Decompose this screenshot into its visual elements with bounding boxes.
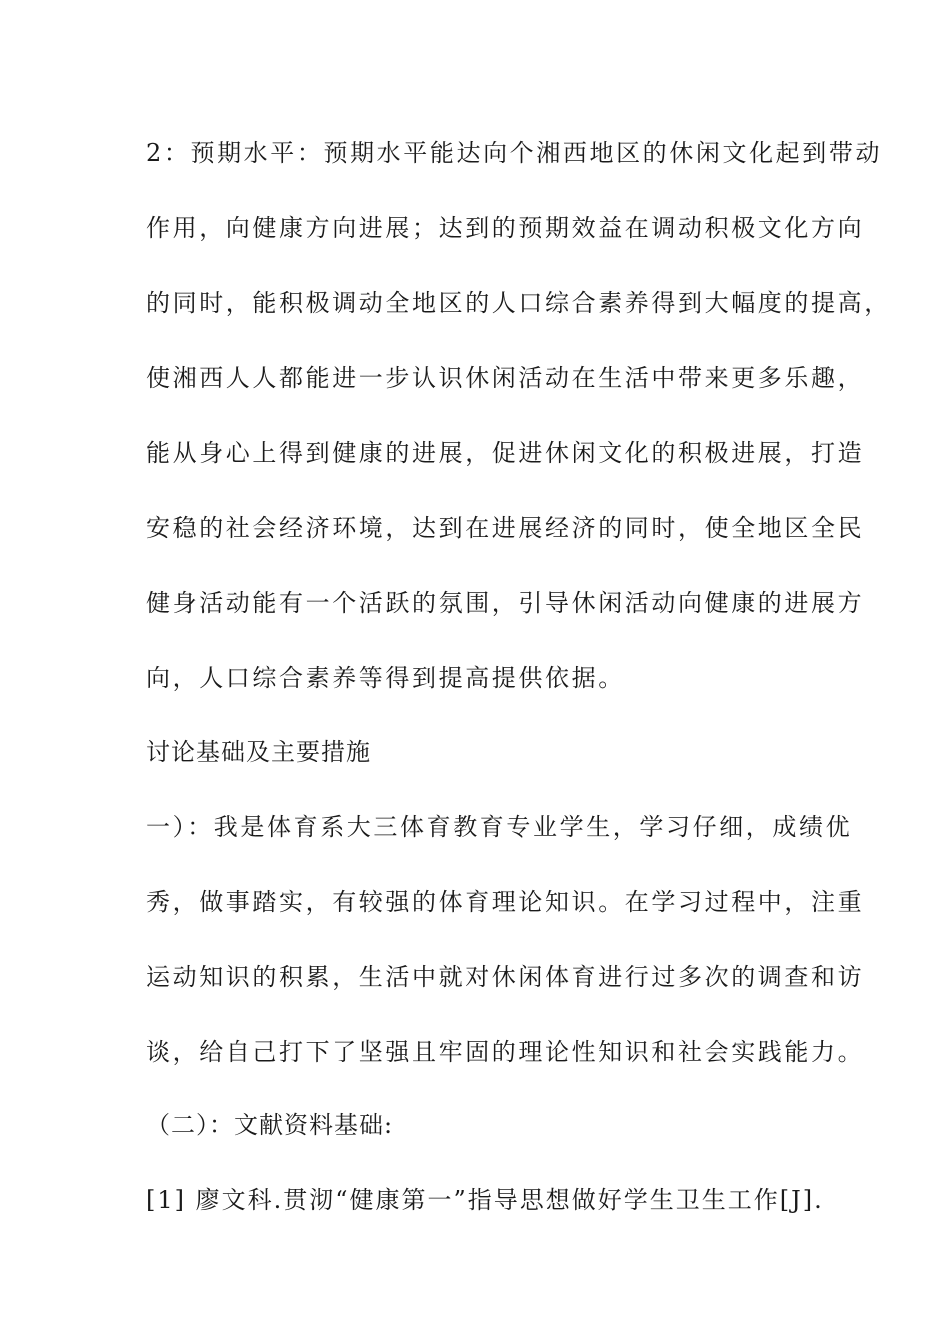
paragraph-line: 安稳的社会经济环境，达到在进展经济的同时，使全地区全民: [146, 514, 865, 542]
paragraph-line: 2：预期水平：预期水平能达向个湘西地区的休闲文化起到带动: [146, 139, 883, 167]
reference-entry: [1] 廖文科.贯沏“健康第一”指导思想做好学生卫生工作[J].: [146, 1186, 824, 1214]
subsection-heading: （二）：文献资料基础:: [146, 1111, 394, 1139]
paragraph-line: 作用，向健康方向进展；达到的预期效益在调动积极文化方向: [146, 214, 865, 242]
paragraph-line: 健身活动能有一个活跃的氛围，引导休闲活动向健康的进展方: [146, 589, 865, 617]
paragraph-line: 的同时，能积极调动全地区的人口综合素养得到大幅度的提高，: [146, 289, 891, 317]
paragraph-line: 使湘西人人都能进一步认识休闲活动在生活中带来更多乐趣，: [146, 364, 865, 392]
paragraph-line: 向，人口综合素养等得到提高提供依据。: [146, 664, 625, 692]
paragraph-line: 一）：我是体育系大三体育教育专业学生，学习仔细，成绩优: [146, 813, 853, 841]
paragraph-line: 运动知识的积累，生活中就对休闲体育进行过多次的调查和访: [146, 963, 865, 991]
paragraph-line: 秀，做事踏实，有较强的体育理论知识。在学习过程中，注重: [146, 888, 865, 916]
paragraph-line: 谈，给自己打下了坚强且牢固的理论性知识和社会实践能力。: [146, 1038, 865, 1066]
section-heading: 讨论基础及主要措施: [146, 738, 371, 766]
paragraph-line: 能从身心上得到健康的进展，促进休闲文化的积极进展，打造: [146, 439, 865, 467]
